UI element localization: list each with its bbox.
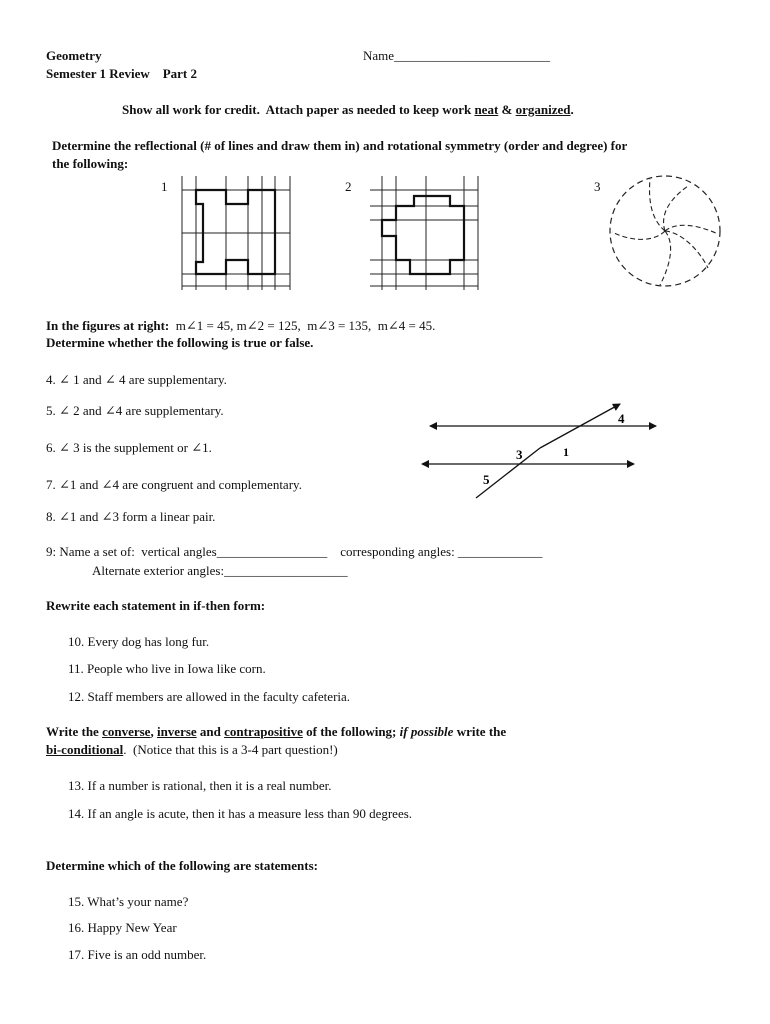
figure-1-label: 1 [161, 179, 168, 194]
review-subtitle: Semester 1 Review Part 2 [46, 66, 198, 81]
question-16: 16. Happy New Year [68, 920, 177, 935]
neat-word: neat [474, 102, 499, 117]
angle-label-3: 3 [516, 447, 523, 462]
question-6: 6. ∠ 3 is the supplement or ∠1. [46, 440, 212, 455]
statements-heading: Determine which of the following are statements: [46, 858, 318, 873]
question-4: 4. ∠ 1 and ∠ 4 are supplementary. [46, 372, 227, 387]
given-label: In the figures at right: [46, 318, 170, 333]
period: . [570, 102, 574, 117]
if-then-heading: Rewrite each statement in if-then form: [46, 598, 266, 613]
if-possible: if possible [399, 724, 454, 739]
symmetry-figure-3 [608, 172, 722, 290]
angle-label-5: 5 [483, 472, 490, 487]
question-9-line1[interactable]: 9: Name a set of: vertical angles_________________ corresponding angles: _____________ [46, 544, 543, 559]
question-7: 7. ∠1 and ∠4 are congruent and complementary. [46, 477, 302, 492]
converse-note: . (Notice that this is a 3-4 part question!) [123, 742, 338, 757]
figure-3-label: 3 [594, 179, 601, 194]
question-14: 14. If an angle is acute, then it has a measure less than 90 degrees. [68, 806, 413, 821]
symmetry-prompt-line2: the following: [52, 156, 129, 171]
symmetry-figure-1 [178, 176, 294, 290]
question-13: 13. If a number is rational, then it is a real number. [68, 778, 332, 793]
angle-label-1: 1 [563, 445, 569, 459]
question-15: 15. What’s your name? [68, 894, 189, 909]
transversal-diagram [420, 398, 660, 502]
converse-heading-line1 [46, 724, 506, 740]
name-field[interactable]: Name________________________ [363, 48, 551, 63]
question-5: 5. ∠ 2 and ∠4 are supplementary. [46, 403, 224, 418]
w1: Write the [46, 724, 103, 739]
contrapositive-word: contrapositive [224, 724, 303, 739]
w4: of the following; [302, 724, 400, 739]
question-10: 10. Every dog has long fur. [68, 634, 210, 649]
question-8: 8. ∠1 and ∠3 form a linear pair. [46, 509, 216, 524]
question-12: 12. Staff members are allowed in the faculty cafeteria. [68, 689, 351, 704]
inverse-word: inverse [156, 724, 197, 739]
question-17: 17. Five is an odd number. [68, 947, 207, 962]
amp: & [498, 102, 516, 117]
question-9-line2[interactable]: Alternate exterior angles:___________________ [92, 563, 348, 578]
symmetry-prompt-line1: Determine the reflectional (# of lines and draw them in) and rotational symmetry (order and degree) for [52, 138, 628, 153]
course-title: Geometry [46, 48, 102, 63]
w3: and [196, 724, 225, 739]
organized-word: organized [515, 102, 571, 117]
given-angles [46, 318, 435, 334]
instructions [122, 102, 574, 118]
symmetry-figure-2 [370, 176, 482, 290]
given-values: m∠1 = 45, m∠2 = 125, m∠3 = 135, m∠4 = 45. [169, 318, 436, 333]
w5: write the [453, 724, 507, 739]
w2: , [150, 724, 157, 739]
figure-2-label: 2 [345, 179, 352, 194]
question-11: 11. People who live in Iowa like corn. [68, 661, 266, 676]
angle-label-4: 4 [618, 411, 625, 426]
converse-heading-line2 [46, 742, 338, 758]
true-false-prompt: Determine whether the following is true or false. [46, 335, 314, 350]
converse-word: converse [102, 724, 151, 739]
instructions-text: Show all work for credit. Attach paper as needed to keep work [122, 102, 475, 117]
biconditional-word: bi-conditional [46, 742, 124, 757]
